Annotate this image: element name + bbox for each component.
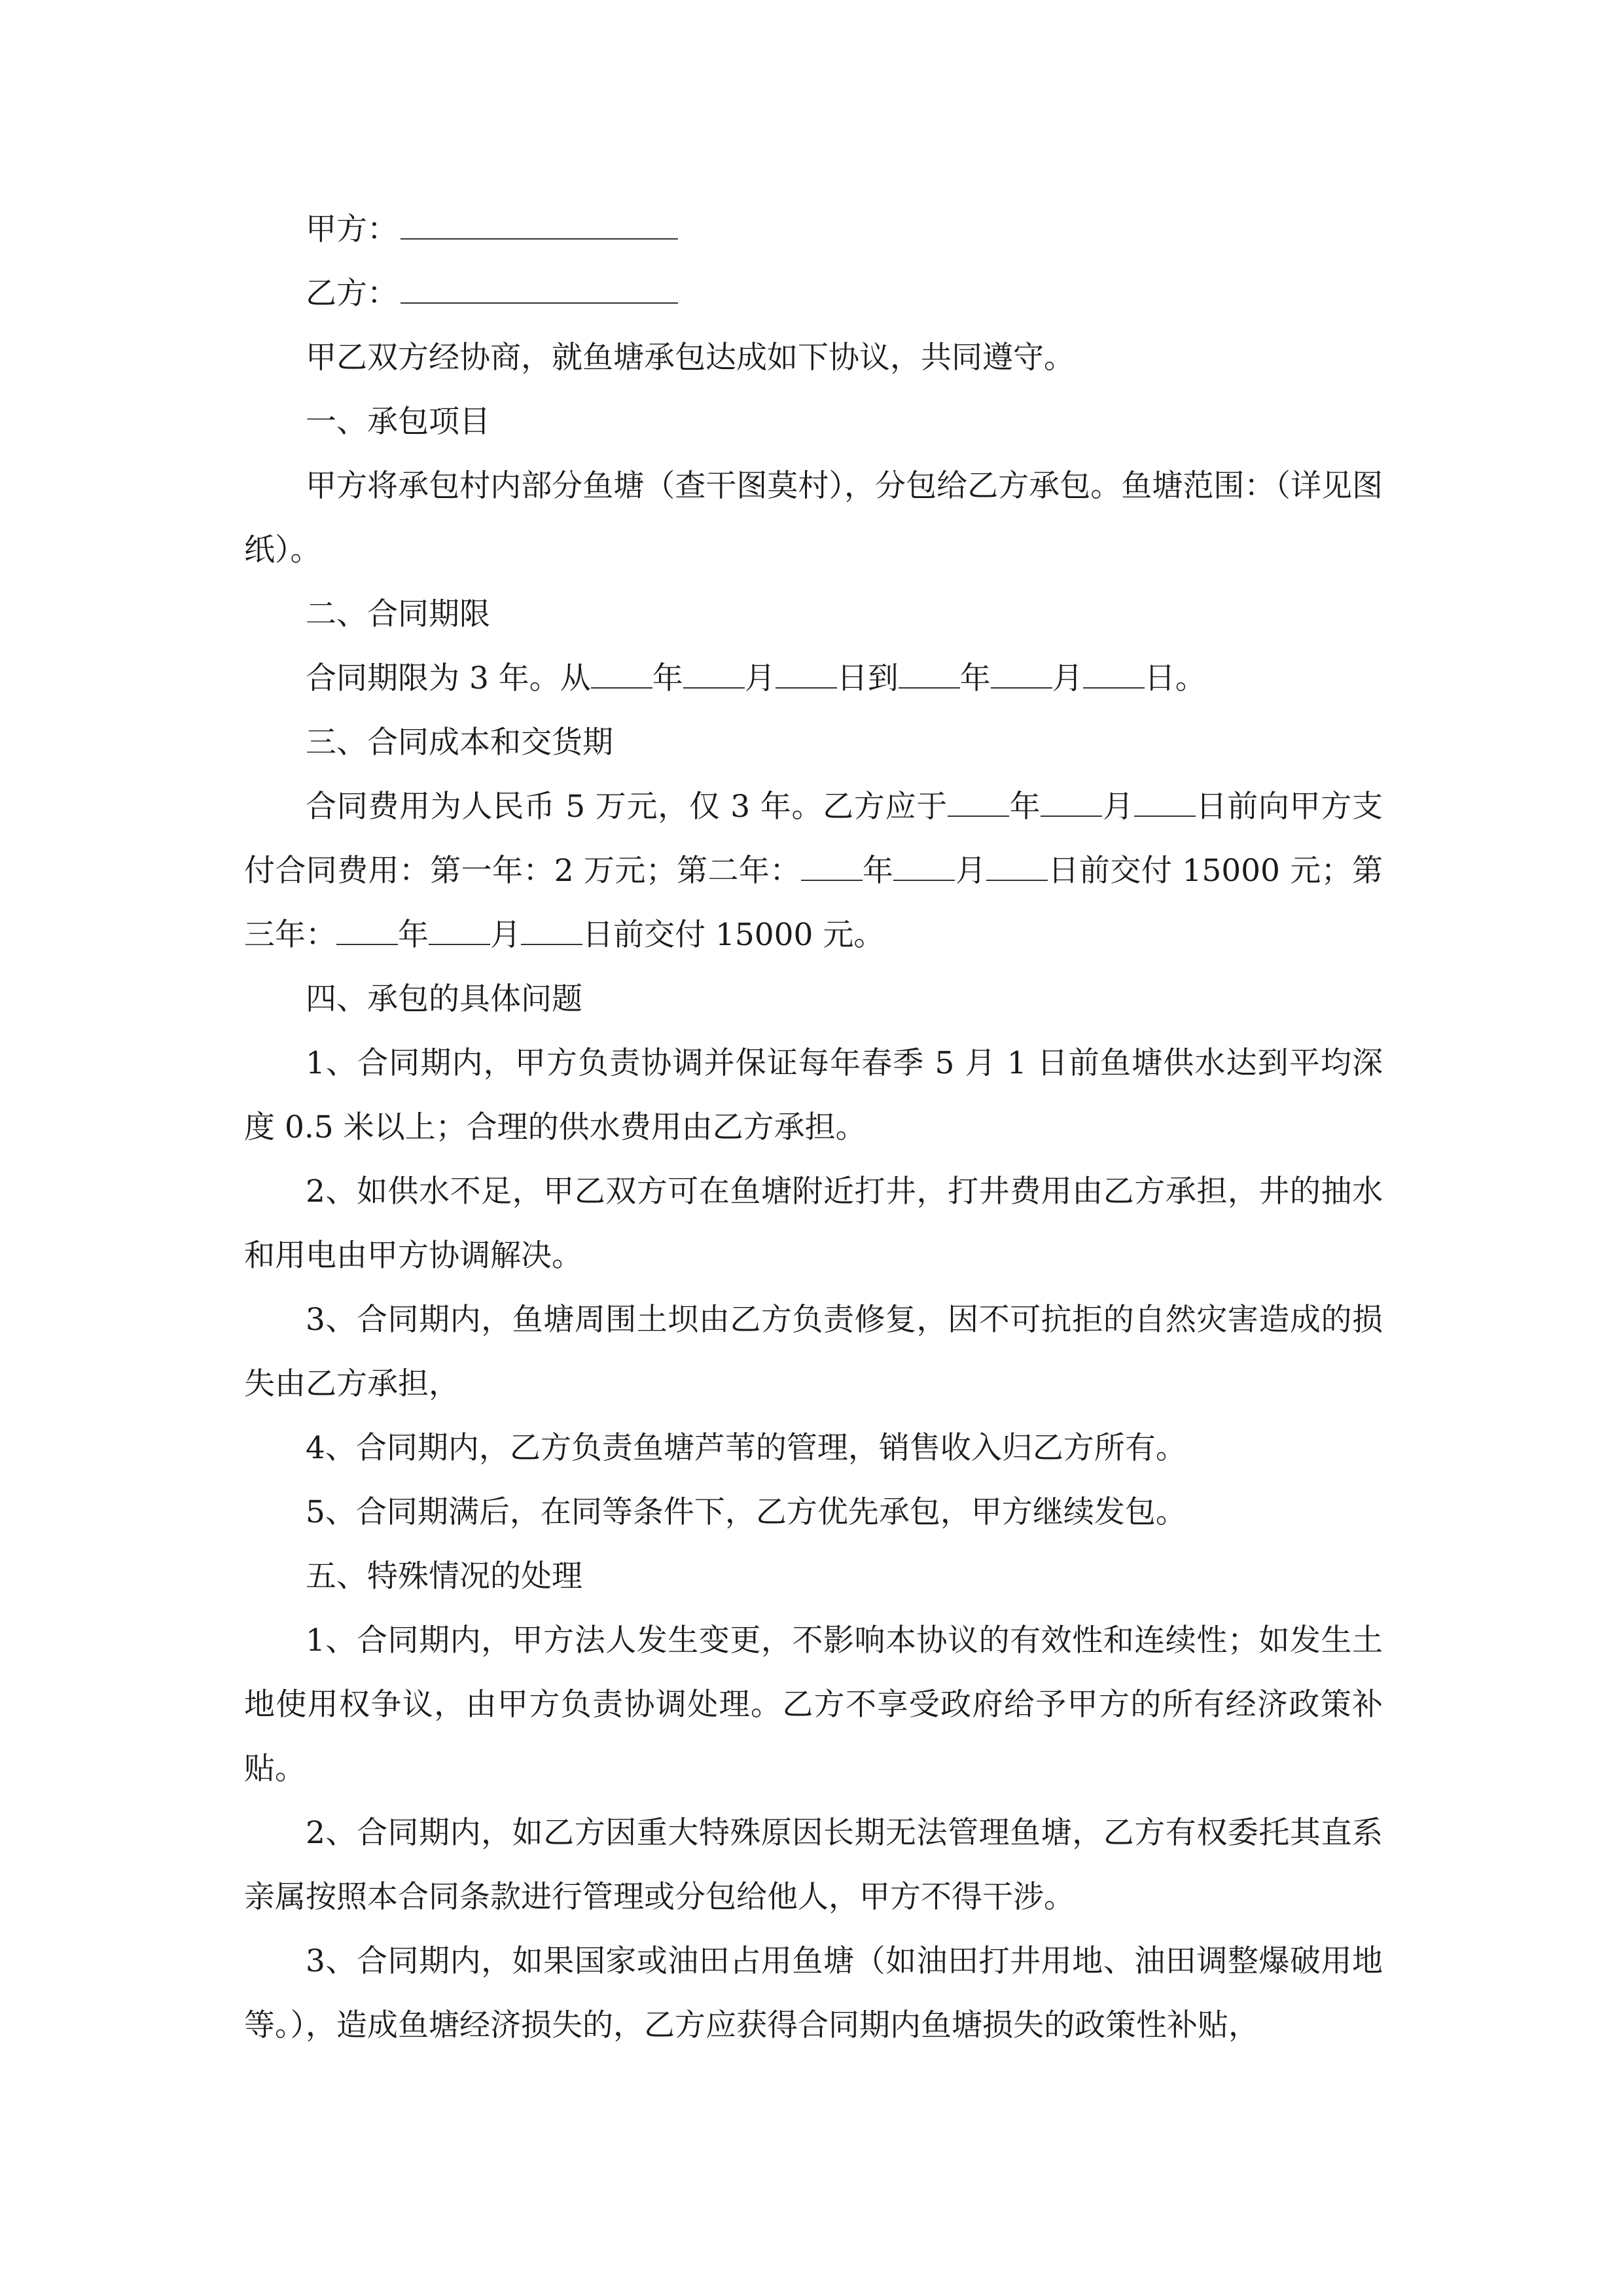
unit-year: 年 [862, 853, 894, 889]
unit-month: 月 [1052, 660, 1083, 696]
unit-year: 年 [959, 660, 991, 696]
section4-item: 1、合同期内，甲方负责协调并保证每年春季 5 月 1 日前鱼塘供水达到平均深度 0.5 米以上；合理的供水费用由乙方承担。 [244, 1045, 1383, 1145]
blank [521, 918, 582, 945]
unit-month: 月 [490, 917, 521, 953]
section4-item: 2、如供水不足，甲乙双方可在鱼塘附近打井，打井费用由乙方承担，井的抽水和用电由甲方协调解决。 [244, 1174, 1383, 1274]
section4-item: 5、合同期满后，在同等条件下，乙方优先承包，甲方继续发包。 [306, 1494, 1186, 1530]
section5-item: 3、合同期内，如果国家或油田占用鱼塘（如油田打井用地、油田调整爆破用地等。），造成鱼塘经济损失的，乙方应获得合同期内鱼塘损失的政策性补贴， [244, 1943, 1383, 2043]
blank [801, 853, 863, 881]
unit-year: 年 [652, 660, 683, 696]
intro-paragraph: 甲乙双方经协商，就鱼塘承包达成如下协议，共同遵守。 [306, 340, 1075, 376]
blank [991, 661, 1052, 689]
blank [1134, 789, 1196, 817]
unit-year: 年 [1008, 789, 1041, 825]
blank [948, 789, 1009, 817]
section3-body-a: 合同费用为人民币 5 万元，仅 3 年。乙方应于 [306, 789, 948, 825]
section2-title: 二、合同期限 [306, 596, 490, 632]
section5-item: 1、合同期内，甲方法人发生变更，不影响本协议的有效性和连续性；如发生土地使用权争议，由甲方负责协调处理。乙方不享受政府给予甲方的所有经济政策补贴。 [244, 1623, 1383, 1787]
section3-body-c: 日前交付 15000 元；第三年： [244, 853, 1383, 953]
section2-body-start: 合同期限为 3 年。从 [306, 660, 591, 696]
party-b-blank [401, 263, 678, 304]
party-a-line [244, 198, 1383, 262]
blank [1041, 789, 1102, 817]
unit-month: 月 [1102, 789, 1134, 825]
blank [776, 661, 837, 689]
section5-item: 2、合同期内，如乙方因重大特殊原因长期无法管理鱼塘，乙方有权委托其直系亲属按照本合同条款进行管理或分包给他人，甲方不得干涉。 [244, 1815, 1383, 1915]
unit-day-end: 日。 [1144, 660, 1206, 696]
blank [893, 853, 955, 881]
section3-title: 三、合同成本和交货期 [306, 725, 613, 761]
blank [336, 918, 398, 945]
section2-body [244, 647, 1383, 711]
section3-body-d: 日前交付 15000 元。 [582, 917, 885, 953]
blank [1083, 661, 1145, 689]
blank [986, 853, 1048, 881]
unit-year: 年 [398, 917, 429, 953]
party-b-label: 乙方： [306, 276, 398, 312]
section3-body-b: 日前向甲方支付合同费用：第一年：2 万元；第二年： [244, 789, 1383, 889]
section1-body: 甲方将承包村内部分鱼塘（查干图莫村），分包给乙方承包。鱼塘范围：（详见图纸）。 [244, 468, 1383, 568]
section5-title: 五、特殊情况的处理 [306, 1558, 582, 1594]
party-a-label: 甲方： [306, 211, 398, 247]
section4-item: 4、合同期内，乙方负责鱼塘芦苇的管理，销售收入归乙方所有。 [306, 1430, 1186, 1466]
blank [591, 661, 652, 689]
unit-month: 月 [955, 853, 987, 889]
unit-day-to: 日到 [836, 660, 899, 696]
blank [899, 661, 960, 689]
section4-item: 3、合同期内，鱼塘周围土坝由乙方负责修复，因不可抗拒的自然灾害造成的损失由乙方承担， [244, 1302, 1383, 1402]
unit-month: 月 [744, 660, 776, 696]
blank [429, 918, 490, 945]
document-body [244, 198, 1383, 2058]
party-b-line [244, 262, 1383, 326]
section4-title: 四、承包的具体问题 [306, 981, 582, 1017]
party-a-blank [401, 199, 678, 240]
blank [683, 661, 745, 689]
section3-body [244, 775, 1383, 967]
section1-title: 一、承包项目 [306, 404, 490, 440]
